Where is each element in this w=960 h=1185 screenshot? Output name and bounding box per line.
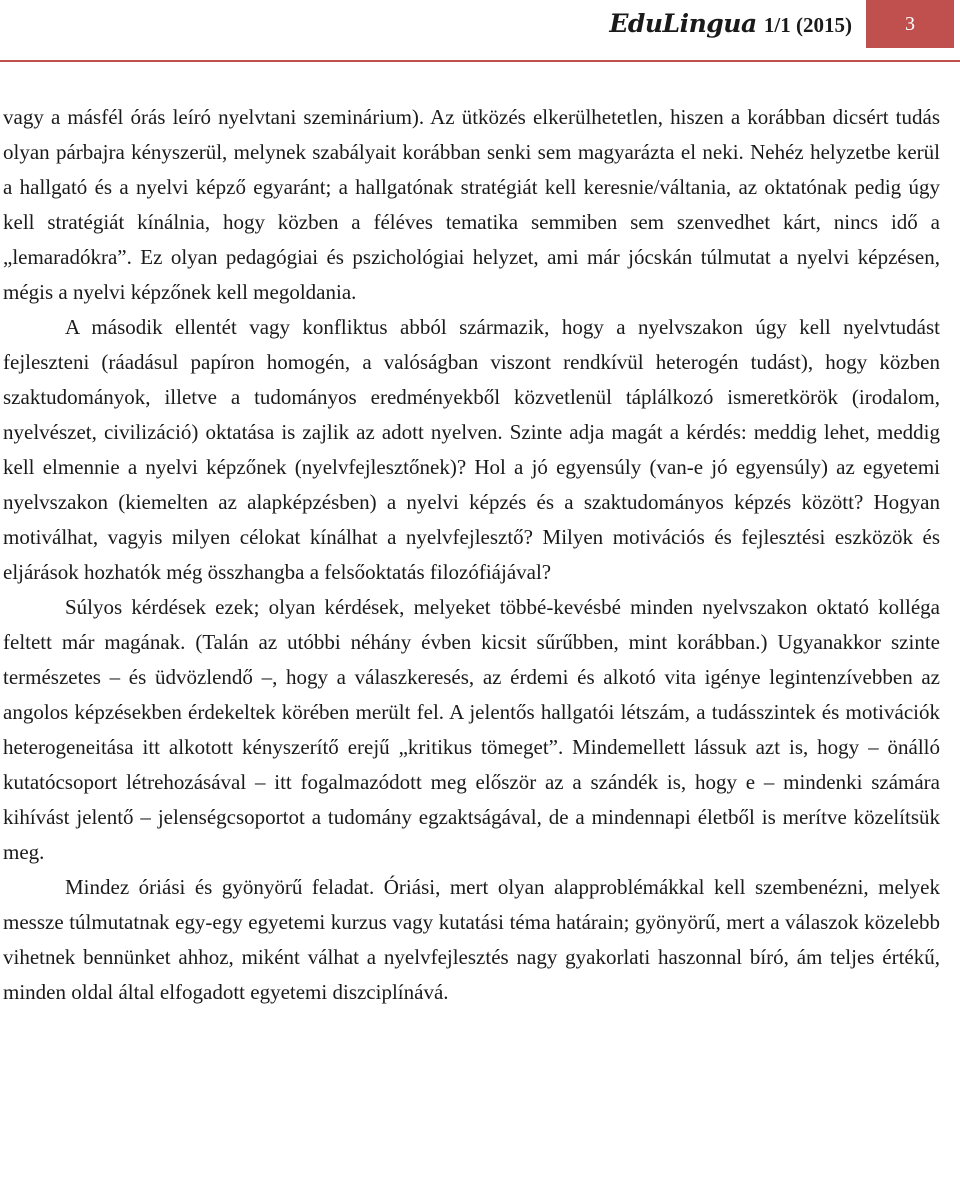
header-divider — [0, 60, 960, 62]
journal-name: EduLingua — [609, 9, 757, 38]
journal-citation — [609, 6, 852, 43]
page-header — [0, 0, 960, 50]
article-body — [3, 100, 940, 1010]
paragraph: A második ellentét vagy konfliktus abból származik, hogy a nyelvszakon úgy kell nyelvtudást fejleszteni (ráadásul papíron homogén, a valóságban viszont rendkívül heterogén tudást), hogy közben szaktudományok, illetve a tudományos eredményekből közvetlenül táplálkozó ismeretkörök (irodalom, nyelvészet, civilizáció) oktatása is zajlik az adott nyelven. Szinte adja magát a kérdés: meddig lehet, meddig kell elmennie a nyelvi képzőnek (nyelvfejlesztőnek)? Hol a jó egyensúly (van-e jó egyensúly) az egyetemi nyelvszakon (kiemelten az alapképzésben) a nyelvi képzés és a szaktudományos képzés között? Hogyan motiválhat, vagyis milyen célokat kínálhat a nyelvfejlesztő? Milyen motivációs és fejlesztési eszközök és eljárások hozhatók még összhangba a felsőoktatás filozófiájával? — [3, 315, 940, 584]
journal-issue: 1/1 (2015) — [763, 13, 852, 37]
paragraph: vagy a másfél órás leíró nyelvtani szeminárium). Az ütközés elkerülhetetlen, hiszen a korábban dicsért tudás olyan párbajra kényszerül, melynek szabályait korábban senki sem magyarázta el neki. Nehéz helyzetbe kerül a hallgató és a nyelvi képző egyaránt; a hallgatónak stratégiát kell keresnie/váltania, az oktatónak pedig úgy kell stratégiát kínálnia, hogy közben a féléves tematika semmiben sem szenvedhet kárt, nincs idő a „lemaradókra”. Ez olyan pedagógiai és pszichológiai helyzet, ami már jócskán túlmutat a nyelvi képzésen, mégis a nyelvi képzőnek kell megoldania. — [3, 105, 940, 304]
paragraph: Mindez óriási és gyönyörű feladat. Óriási, mert olyan alapproblémákkal kell szembenézni, melyek messze túlmutatnak egy-egy egyetemi kurzus vagy kutatási téma határain; gyönyörű, mert a válaszok közelebb vihetnek bennünket ahhoz, miként válhat a nyelvfejlesztés nagy gyakorlati haszonnal bíró, ám teljes értékű, minden oldal által elfogadott egyetemi diszciplínává. — [3, 875, 940, 1004]
paragraph: Súlyos kérdések ezek; olyan kérdések, melyeket többé-kevésbé minden nyelvszakon oktató kolléga feltett már magának. (Talán az utóbbi néhány évben kicsit sűrűbben, mint korábban.) Ugyanakkor szinte természetes – és üdvözlendő –, hogy a válaszkeresés, az érdemi és alkotó vita igénye legintenzívebben az angolos képzésekben érdekeltek körében merült fel. A jelentős hallgatói létszám, a tudásszintek és motivációk heterogeneitása itt alkotott kényszerítő erejű „kritikus tömeget”. Mindemellett lássuk azt is, hogy – önálló kutatócsoport létrehozásával – itt fogalmazódott meg először az a szándék is, hogy e – mindenki számára kihívást jelentő – jelenségcsoportot a tudomány egzaktságával, de a mindennapi életből is merítve közelítsük meg. — [3, 595, 940, 864]
page-number: 3 — [866, 0, 954, 48]
